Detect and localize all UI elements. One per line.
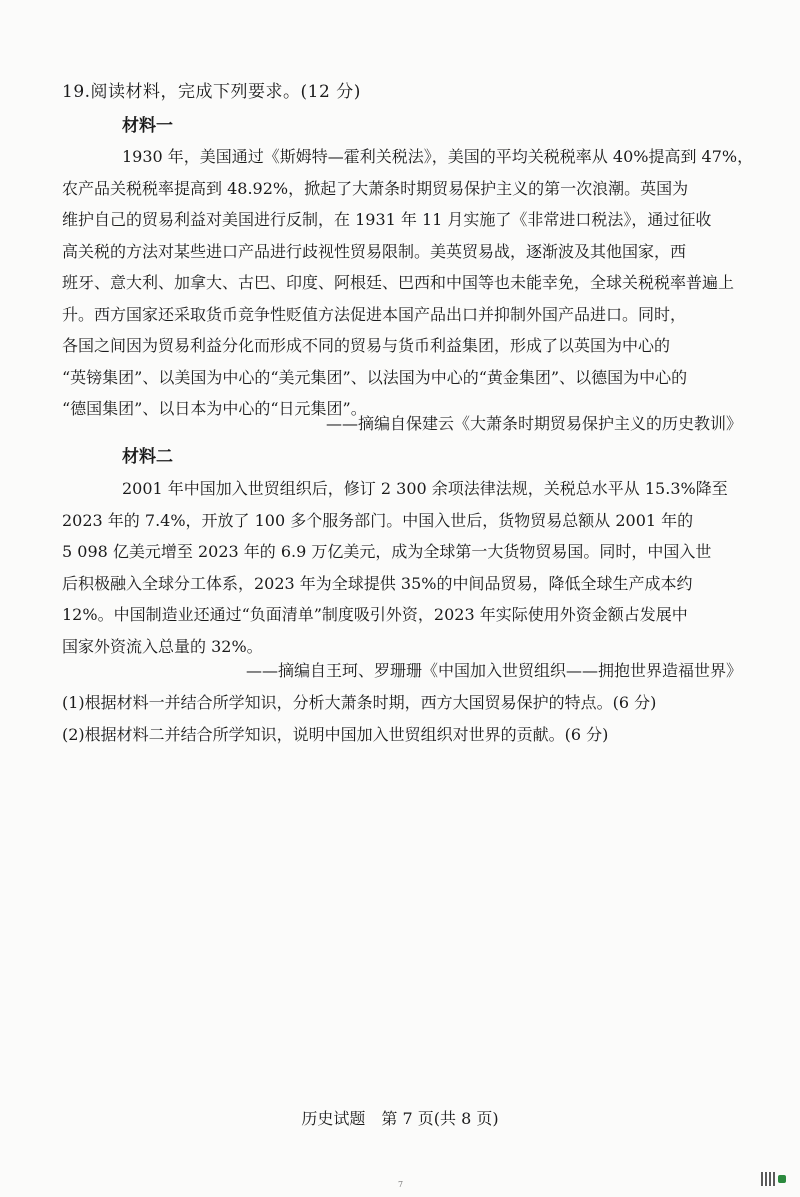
- material2-line: 12%。中国制造业还通过“负面清单”制度吸引外资，2023 年实际使用外资金额占发展中: [62, 605, 688, 624]
- material1-line: “英镑集团”、以美国为中心的“美元集团”、以法国为中心的“黄金集团”、以德国为中心的: [62, 367, 688, 387]
- scanner-watermark: [761, 1172, 786, 1186]
- material1-line: 高关税的方法对某些进口产品进行歧视性贸易限制。美英贸易战，逐渐波及其他国家，西: [62, 241, 687, 261]
- material2-line: 5 098 亿美元增至 2023 年的 6.9 万亿美元，成为全球第一大货物贸易国。同时，中国入世: [62, 542, 712, 561]
- qr-code-icon: [761, 1172, 775, 1186]
- material2-source: ——摘编自王珂、罗珊珊《中国加入世贸组织——拥抱世界造福世界》: [245, 661, 742, 680]
- material2-line: 后积极融入全球分工体系，2023 年为全球提供 35%的中间品贸易，降低全球生产成本约: [62, 573, 693, 593]
- page-footer: 历史试题 第 7 页(共 8 页): [301, 1109, 499, 1128]
- material1-line: 维护自己的贸易利益对美国进行反制，在 1931 年 11 月实施了《非常进口税法》，通过征收: [62, 210, 712, 229]
- material2-heading: 材料二: [122, 447, 173, 467]
- material1-line: “德国集团”、以日本为中心的“日元集团”。: [62, 399, 367, 418]
- material2-line: 2023 年的 7.4%，开放了 100 多个服务部门。中国入世后，货物贸易总额从 2001 年的: [62, 510, 694, 530]
- material1-line: 升。西方国家还采取货币竞争性贬值方法促进本国产品出口并抑制外国产品进口。同时，: [62, 304, 687, 324]
- page-number: 7: [398, 1180, 404, 1189]
- material1-line: 农产品关税税率提高到 48.92%，掀起了大萧条时期贸易保护主义的第一次浪潮。英国为: [62, 178, 689, 198]
- material1-line: 班牙、意大利、加拿大、古巴、印度、阿根廷、巴西和中国等也未能幸免，全球关税税率普遍上: [62, 273, 735, 292]
- material2-text: [62, 473, 742, 662]
- material2-line: 2001 年中国加入世贸组织后，修订 2 300 余项法律法规，关税总水平从 15.3%降至: [122, 479, 728, 498]
- task-1: (1)根据材料一并结合所学知识，分析大萧条时期，西方大国贸易保护的特点。(6 分): [62, 693, 657, 712]
- material1-heading: 材料一: [122, 116, 173, 136]
- material1-text: [62, 141, 754, 425]
- material2-line: 国家外资流入总量的 32%。: [62, 636, 263, 656]
- task-2: (2)根据材料二并结合所学知识，说明中国加入世贸组织对世界的贡献。(6 分): [62, 725, 609, 744]
- question-title: 19.阅读材料，完成下列要求。(12 分): [62, 82, 361, 102]
- material1-line: 1930 年，美国通过《斯姆特—霍利关税法》，美国的平均关税税率从 40%提高到 47%，: [122, 147, 754, 166]
- scanner-logo-icon: [778, 1175, 786, 1183]
- material1-source: ——摘编自保建云《大萧条时期贸易保护主义的历史教训》: [325, 414, 742, 433]
- material1-line: 各国之间因为贸易利益分化而形成不同的贸易与货币利益集团，形成了以英国为中心的: [62, 336, 671, 355]
